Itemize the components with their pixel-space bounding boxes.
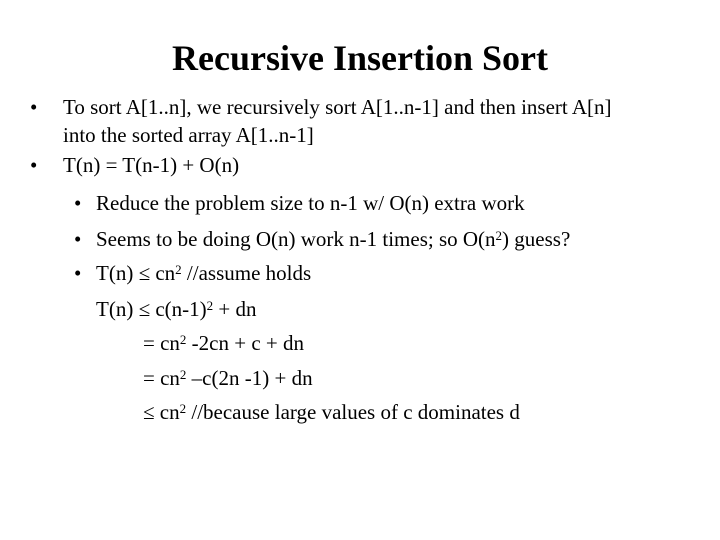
bullet-marker: • bbox=[30, 95, 38, 119]
text-part: //assume holds bbox=[181, 261, 312, 285]
text-part: –c(2n -1) + dn bbox=[186, 366, 313, 390]
text-part: T(n) ≤ cn bbox=[96, 261, 176, 285]
sub-bullet-text bbox=[96, 222, 570, 256]
sub-bullet-marker: • bbox=[74, 191, 82, 215]
slide-title: Recursive Insertion Sort bbox=[172, 38, 548, 78]
text-part: Seems to be doing O(n) work n-1 times; so O(n bbox=[96, 227, 496, 251]
text-part: ≤ cn bbox=[143, 400, 180, 424]
superscript: 2 bbox=[179, 367, 187, 382]
bullet-text: T(n) = T(n-1) + O(n) bbox=[63, 153, 240, 177]
derivation-line bbox=[143, 361, 313, 395]
superscript: 2 bbox=[175, 262, 182, 277]
text-part: = cn bbox=[143, 366, 180, 390]
text-part: ) guess? bbox=[502, 227, 571, 251]
text-part: = cn bbox=[143, 331, 180, 355]
sub-bullet-text bbox=[96, 256, 311, 290]
superscript: 2 bbox=[179, 401, 187, 416]
text-part: + dn bbox=[213, 297, 257, 321]
superscript: 2 bbox=[495, 228, 503, 243]
text-part: //because large values of c dominates d bbox=[186, 400, 520, 424]
sub-bullet-marker: • bbox=[74, 227, 82, 251]
bullet-text: To sort A[1..n], we recursively sort A[1..n-1] and then insert A[n] bbox=[63, 95, 612, 119]
bullet-text-continuation: into the sorted array A[1..n-1] bbox=[63, 123, 314, 147]
superscript: 2 bbox=[179, 332, 187, 347]
superscript: 2 bbox=[206, 298, 214, 313]
derivation-line bbox=[96, 292, 256, 326]
derivation-line bbox=[143, 326, 304, 360]
text-part: -2cn + c + dn bbox=[186, 331, 304, 355]
bullet-marker: • bbox=[30, 153, 38, 177]
derivation-line bbox=[143, 395, 520, 429]
sub-bullet-marker: • bbox=[74, 261, 82, 285]
text-part: T(n) ≤ c(n-1) bbox=[96, 297, 207, 321]
sub-bullet-text: Reduce the problem size to n-1 w/ O(n) extra work bbox=[96, 191, 525, 215]
